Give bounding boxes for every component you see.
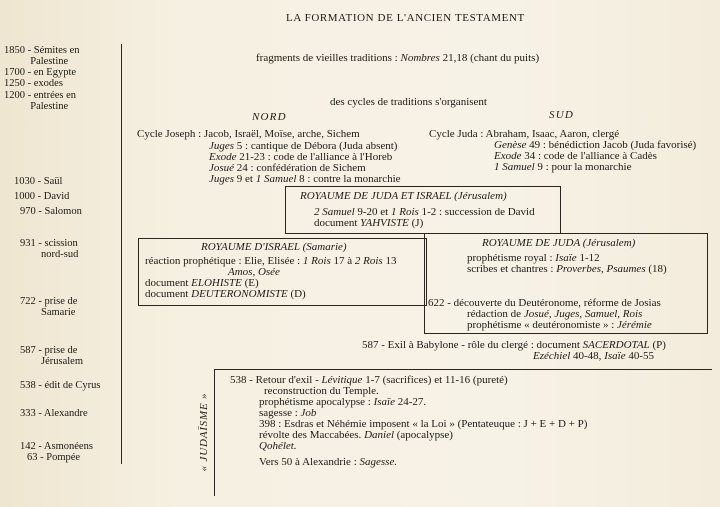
judaisme-line-2: reconstruction du Temple. xyxy=(264,385,379,397)
judaisme-line-7: Qohélet. xyxy=(259,440,297,452)
nord-line-1: Cycle Joseph : Jacob, Israël, Moïse, arche, Sichem xyxy=(137,128,360,140)
timeline-142: 142 - Asmonéens xyxy=(20,441,93,452)
timeline-1000: 1000 - David xyxy=(14,191,70,202)
israel-heading: ROYAUME D'ISRAEL (Samarie) xyxy=(201,241,347,253)
israel-line-3: document ELOHISTE (E) xyxy=(145,277,259,289)
timeline-538: 538 - édit de Cyrus xyxy=(20,380,101,391)
sud-line-4: 1 Samuel 9 : pour la monarchie xyxy=(494,161,632,173)
nord-line-5: Juges 9 et 1 Samuel 8 : contre la monarchie xyxy=(209,173,401,185)
israel-line-1: réaction prophétique : Elie, Elisée : 1 Rois 17 à 2 Rois 13 xyxy=(145,255,397,267)
timeline-63: 63 - Pompée xyxy=(27,452,81,463)
timeline-1030: 1030 - Saül xyxy=(14,176,63,187)
judaisme-label: « JUDAÏSME » xyxy=(198,392,210,472)
united-heading: ROYAUME DE JUDA ET ISRAEL (Jérusalem) xyxy=(300,190,507,202)
juda-heading: ROYAUME DE JUDA (Jérusalem) xyxy=(482,237,636,249)
sud-line-2: Genèse 49 : bénédiction Jacob (Juda favorisé) xyxy=(494,139,697,151)
fragments-line: fragments de vieilles traditions : Nombres 21,18 (chant du puits) xyxy=(256,52,540,64)
timeline-931: 931 - scission nord-sud xyxy=(20,238,79,260)
timeline-970: 970 - Salomon xyxy=(20,206,82,217)
united-line-2: document YAHVISTE (J) xyxy=(314,217,424,229)
exil-line-2: Ezéchiel 40-48, Isaïe 40-55 xyxy=(533,350,654,362)
timeline-1200: 1200 - entrées en Palestine xyxy=(4,90,77,112)
judaisme-line-1: 538 - Retour d'exil - Lévitique 1-7 (sacrifices) et 11-16 (pureté) xyxy=(230,374,508,386)
timeline-722: 722 - prise de Samarie xyxy=(20,296,78,318)
timeline-333: 333 - Alexandre xyxy=(20,408,88,419)
israel-line-2: Amos, Osée xyxy=(228,266,280,278)
sud-heading: SUD xyxy=(549,109,574,121)
nord-heading: NORD xyxy=(252,111,287,123)
timeline-1700: 1700 - en Egypte xyxy=(4,67,77,78)
sud-line-1: Cycle Juda : Abraham, Isaac, Aaron, clergé xyxy=(429,128,620,140)
page-title: LA FORMATION DE L'ANCIEN TESTAMENT xyxy=(286,12,525,24)
timeline-line xyxy=(121,44,122,464)
juda-line-4: rédaction de Josué, Juges, Samuel, Rois xyxy=(467,308,643,320)
judaisme-line-4: sagesse : Job xyxy=(259,407,317,419)
judaisme-line-6: révolte des Maccabées. Daniel (apocalypse) xyxy=(259,429,453,441)
timeline-1250: 1250 - exodes xyxy=(4,78,63,89)
judaisme-line-8: Vers 50 à Alexandrie : Sagesse. xyxy=(259,456,398,468)
juda-line-2: scribes et chantres : Proverbes, Psaumes (18) xyxy=(467,263,667,275)
sud-line-3: Exode 34 : code de l'alliance à Cadès xyxy=(494,150,657,162)
cycles-line: des cycles de traditions s'organisent xyxy=(330,96,487,108)
nord-line-3: Exode 21-23 : code de l'alliance à l'Horeb xyxy=(209,151,393,163)
israel-line-4: document DEUTERONOMISTE (D) xyxy=(145,288,306,300)
judaisme-line-top xyxy=(214,369,712,370)
judaisme-line-5: 398 : Esdras et Néhémie imposent « la Loi » (Pentateuque : J + E + D + P) xyxy=(259,418,588,430)
united-line-1: 2 Samuel 9-20 et 1 Rois 1-2 : succession de David xyxy=(314,206,535,218)
judaisme-line-left xyxy=(214,369,215,496)
judaisme-line-3: prophétisme apocalypse : Isaïe 24-27. xyxy=(259,396,427,408)
nord-line-2: Juges 5 : cantique de Débora (Juda absent) xyxy=(209,140,398,152)
juda-line-5: prophétisme « deutéronomiste » : Jérémie xyxy=(467,319,652,331)
juda-line-3: 622 - découverte du Deutéronome, réforme de Josias xyxy=(428,297,661,309)
juda-line-1: prophétisme royal : Isaïe 1-12 xyxy=(467,252,600,264)
timeline-1850: 1850 - Sémites en Palestine xyxy=(4,45,80,67)
nord-line-4: Josué 24 : confédération de Sichem xyxy=(209,162,366,174)
timeline-587: 587 - prise de Jérusalem xyxy=(20,345,83,367)
exil-line-1: 587 - Exil à Babylone - rôle du clergé : document SACERDOTAL (P) xyxy=(362,339,666,351)
